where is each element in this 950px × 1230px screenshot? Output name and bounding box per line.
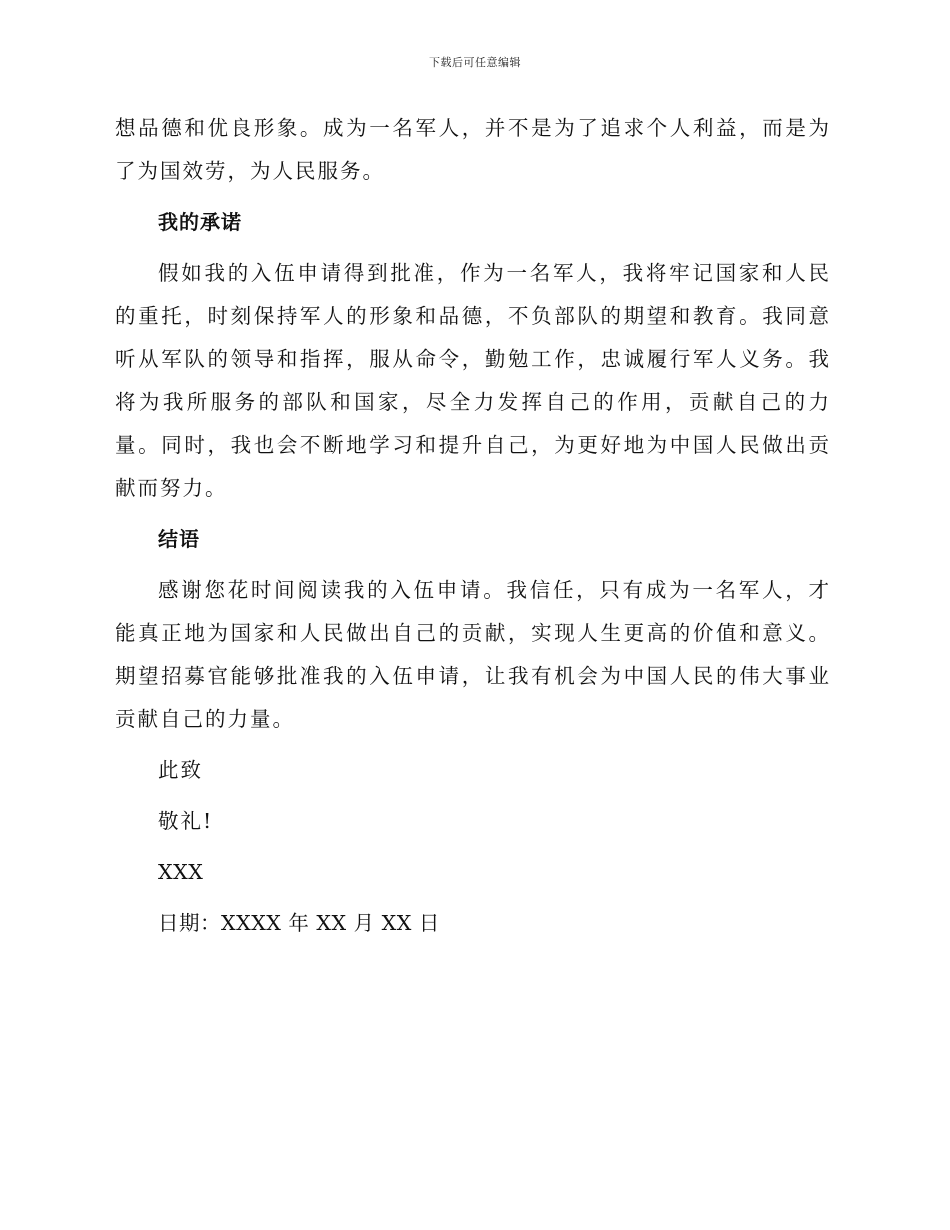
heading-my-promise: 我的承诺 [158, 210, 242, 234]
document-body [115, 107, 831, 953]
closing-salutation: 此致 [158, 758, 203, 782]
paragraph-conclusion: 感谢您花时间阅读我的入伍申请。我信任，只有成为一名军人，才能真正地为国家和人民做出自己的贡献，实现人生更高的价值和意义。期望招募官能够批准我的入伍申请，让我有机会为中国人民的伟大事业贡献自己的力量。 [115, 578, 831, 731]
paragraph-continued: 想品德和优良形象。成为一名军人，并不是为了追求个人利益，而是为了为国效劳，为人民服务。 [115, 116, 831, 183]
signature-name: XXX [158, 860, 204, 884]
signature-date: 日期：XXXX 年 XX 月 XX 日 [158, 911, 440, 935]
heading-conclusion: 结语 [158, 527, 200, 551]
closing-regards: 敬礼! [158, 809, 214, 833]
paragraph-promise: 假如我的入伍申请得到批准，作为一名军人，我将牢记国家和人民的重托，时刻保持军人的形象和品德，不负部队的期望和教育。我同意听从军队的领导和指挥，服从命令，勤勉工作，忠诚履行军人义务。我将为我所服务的部队和国家，尽全力发挥自己的作用，贡献自己的力量。同时，我也会不断地学习和提升自己，为更好地为中国人民做出贡献而努力。 [115, 261, 831, 500]
header-note: 下载后可任意编辑 [429, 56, 521, 69]
